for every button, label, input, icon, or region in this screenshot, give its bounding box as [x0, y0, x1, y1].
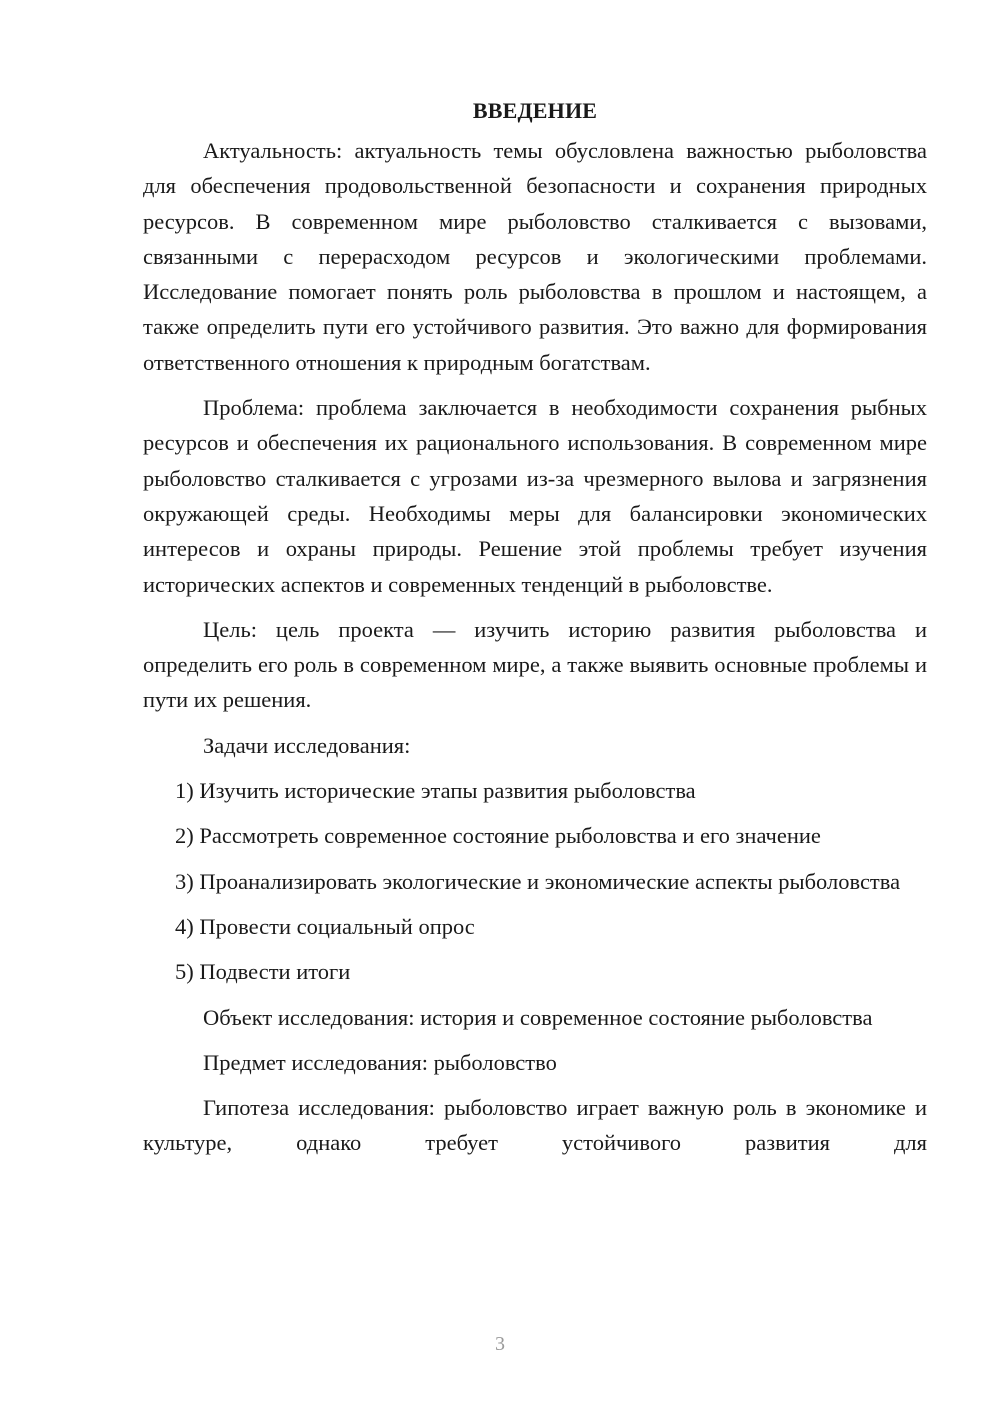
section-title: ВВЕДЕНИЕ	[472, 98, 598, 123]
task-item: 4) Провести социальный опрос	[175, 913, 475, 939]
tasks-heading: Задачи исследования:	[203, 732, 411, 758]
task-item: 2) Рассмотреть современное состояние рыболовства и его значение	[175, 823, 821, 849]
task-item: 5) Подвести итоги	[175, 959, 351, 985]
task-item: 3) Проанализировать экологические и экономические аспекты рыболовства	[175, 868, 901, 894]
problem-paragraph: Проблема: проблема заключается в необходимости сохранения рыбных ресурсов и обеспечения их рационального использования. В современном мире рыболовство сталкивается с угрозами из-за чрезмерного вылова и загрязнения окружающей среды. Необходимы меры для балансировки экономических интересов и охраны природы. Решение этой проблемы требует изучения исторических аспектов и современных тенденций в рыболовстве.	[143, 395, 927, 597]
goal-paragraph: Цель: цель проекта — изучить историю развития рыболовства и определить его роль в современном мире, а также выявить основные проблемы и пути их решения.	[143, 616, 927, 713]
task-item: 1) Изучить исторические этапы развития рыболовства	[175, 778, 696, 804]
relevance-paragraph: Актуальность: актуальность темы обусловлена важностью рыболовства для обеспечения продовольственной безопасности и сохранения природных ресурсов. В современном мире рыболовство сталкивается с вызовами, связанными с перерасходом ресурсов и экологическими проблемами. Исследование помогает понять роль рыболовства в прошлом и настоящем, а также определить пути его устойчивого развития. Это важно для формирования ответственного отношения к природным богатствам.	[143, 138, 927, 375]
subject-paragraph: Предмет исследования: рыболовство	[203, 1049, 557, 1075]
object-paragraph: Объект исследования: история и современное состояние рыболовства	[203, 1004, 873, 1030]
page-number: 3	[495, 1333, 505, 1355]
page-content	[143, 97, 927, 1171]
hypothesis-paragraph: Гипотеза исследования: рыболовство играет важную роль в экономике и культуре, однако требует устойчивого развития для	[143, 1095, 927, 1156]
